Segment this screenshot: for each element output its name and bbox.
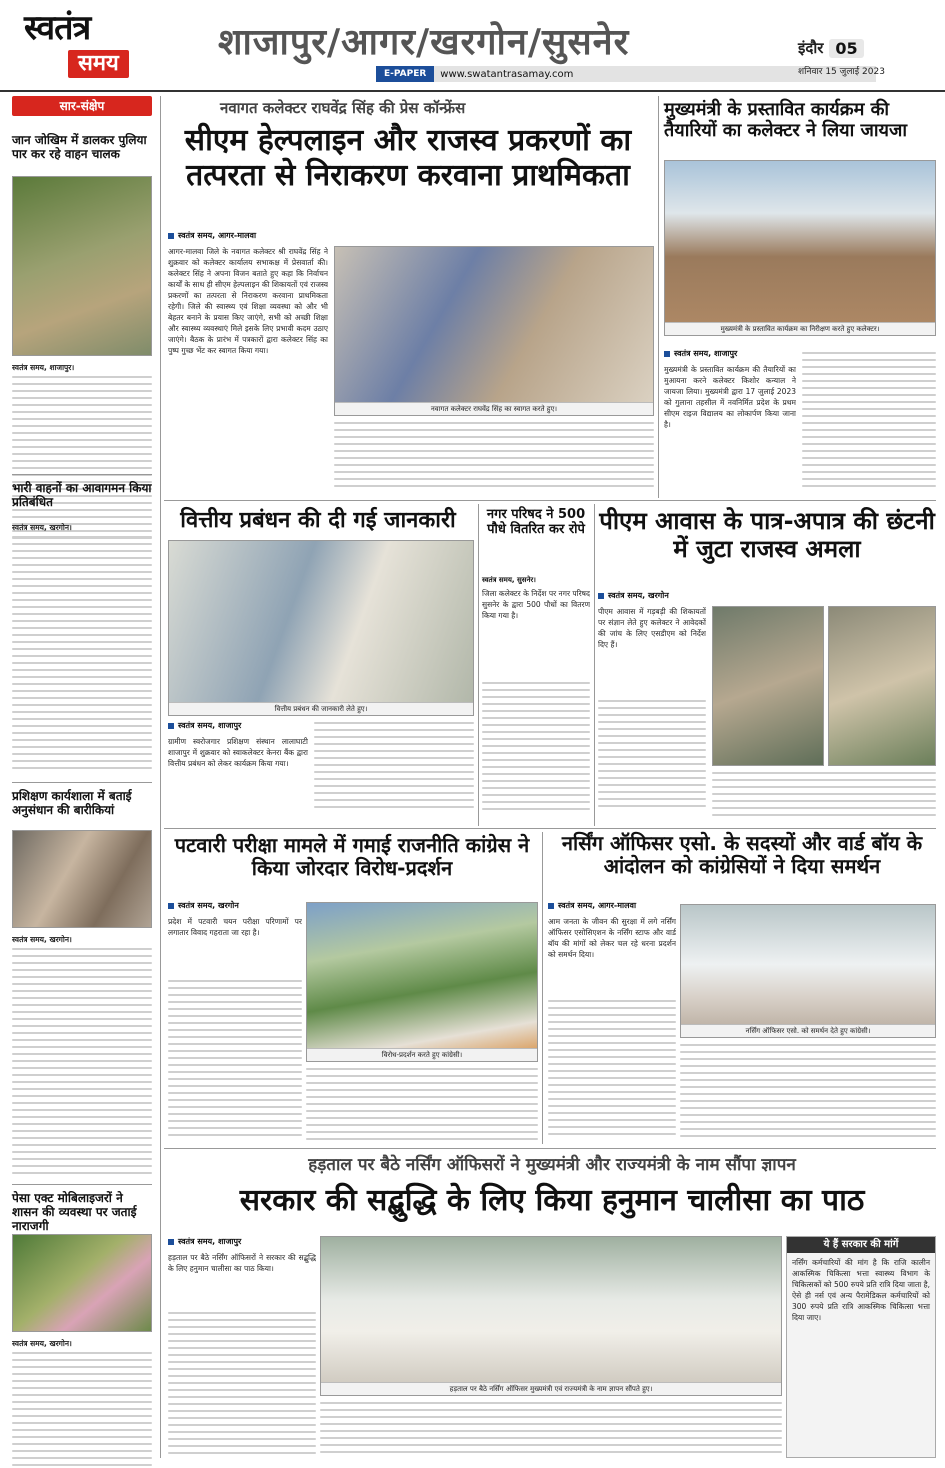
story-body: आगर-मालवा जिले के नवागत कलेक्टर श्री राघवेंद्र सिंह ने शुक्रवार को कलेक्टर कार्यालय सभाकक्ष में प्रेसवार्ता की। कलेक्टर सिंह ने अपना विजन बताते हुए कहा कि निर्वाचन कार्यों के साथ ही सीएम हेल्पलाइन की शिकायतों एवं राजस्व प्रकरणों का तत्परता से निराकरण करवाना प्राथमिकता रहेगी। जिले की स्वास्थ्य एवं शिक्षा व्यवस्था को और भी बेहतर बनाने के प्रयास किए जाएंगे, सभी को अच्छी शिक्षा और स्वास्थ्य व्यवस्थाएं मिले इसके लिए प्रभावी कदम उठाए जाएंगे। बैठक के प्रारंभ में पत्रकारों द्वारा कलेक्टर सिंह का पुष्प गुच्छ भेंट कर स्वागत किया गया। xyxy=(168,247,328,355)
sidebar xyxy=(12,96,152,1458)
column-divider xyxy=(658,96,659,498)
story-text xyxy=(548,1000,676,1144)
column-divider xyxy=(478,504,479,826)
divider xyxy=(12,782,152,783)
masthead xyxy=(0,0,945,92)
byline-text: स्वतंत्र समय, खरगोन xyxy=(608,591,669,600)
byline-text: स्वतंत्र समय, शाजापुर xyxy=(674,349,738,358)
demands-box xyxy=(786,1236,936,1458)
story-headline: नर्सिंग ऑफिसर एसो. के सदस्यों और वार्ड बॉय के आंदोलन को कांग्रेसियों ने दिया समर्थन xyxy=(561,831,923,878)
story-byline xyxy=(664,348,737,359)
story-text xyxy=(482,682,590,822)
story-photo xyxy=(712,606,824,766)
photo-caption: हड़ताल पर बैठे नर्सिंग ऑफिसर मुख्यमंत्री एवं राज्यमंत्री के नाम ज्ञापन सौंपते हुए। xyxy=(321,1382,781,1395)
story-headline: वित्तीय प्रबंधन की दी गई जानकारी xyxy=(180,508,456,533)
story-text xyxy=(306,1068,538,1144)
story-photo xyxy=(320,1236,782,1396)
bullet-icon xyxy=(168,723,174,729)
story-body: आम जनता के जीवन की सुरक्षा में लगे नर्सिंग ऑफिसर एसोसिएशन के नर्सिंग स्टाफ और वार्ड बॉय की मांगों को लेकर चल रहे धरना प्रदर्शन को समर्थन दिया। xyxy=(548,917,676,959)
story-byline xyxy=(548,900,636,911)
story-body: ग्रामीण स्वरोजगार प्रशिक्षण संस्थान लालाघाटी शाजापुर में शुक्रवार को स्वाकलेक्टर केनरा बैंक द्वारा वित्तीय प्रबंधन को लेकर कार्यक्रम किया गया। xyxy=(168,737,308,768)
bullet-icon xyxy=(168,903,174,909)
photo-caption: मुख्यमंत्री के प्रस्तावित कार्यक्रम का निरीक्षण करते हुए कलेक्टर। xyxy=(665,322,935,335)
story-body: पीएम आवास में गड़बड़ी की शिकायतों पर संज्ञान लेते हुए कलेक्टर ने आवेदकों की जांच के लिए एसडीएम को निर्देश दिए हैं। xyxy=(598,607,706,649)
column-divider xyxy=(594,504,595,826)
page-number: 05 xyxy=(829,39,863,58)
bullet-icon xyxy=(168,1239,174,1245)
story-byline xyxy=(168,900,239,911)
story-headline: नगर परिषद ने 500 पौधे वितरित कर रोपे xyxy=(486,507,586,537)
sidebar-photo xyxy=(12,176,152,356)
byline-text: स्वतंत्र समय, शाजापुर xyxy=(178,1237,242,1246)
photo-caption: नवागत कलेक्टर राघवेंद्र सिंह का स्वागत करते हुए। xyxy=(335,402,653,415)
divider xyxy=(164,828,936,829)
story-photo xyxy=(680,904,936,1038)
photo-caption: विरोध-प्रदर्शन करते हुए कांग्रेसी। xyxy=(307,1048,537,1061)
story-byline xyxy=(168,720,241,731)
bullet-icon xyxy=(664,351,670,357)
story-body: मुख्यमंत्री के प्रस्तावित कार्यक्रम की तैयारियों का मुआयना करने कलेक्टर किशोर कन्याल ने जायजा लिया। मुख्यमंत्री द्वारा 17 जुलाई 2023 को गुलाना तहसील में नवनिर्मित प्रदेश के प्रथम सीएम राइज विद्यालय का लोकार्पण किया जाना है। xyxy=(664,365,796,429)
edition-info xyxy=(798,36,933,60)
story-text xyxy=(168,980,302,1144)
sidebar-item-byline: स्वतंत्र समय, खरगोन। xyxy=(12,523,72,532)
sidebar-item-byline: स्वतंत्र समय, खरगोन। xyxy=(12,1339,72,1348)
divider xyxy=(164,500,936,501)
sidebar-header: सार-संक्षेप xyxy=(12,96,152,116)
story-headline: पटवारी परीक्षा मामले में गमाई राजनीति कांग्रेस ने किया जोरदार विरोध-प्रदर्शन xyxy=(174,833,530,880)
sidebar-photo xyxy=(12,1234,152,1332)
story-text xyxy=(598,700,706,822)
byline-text: स्वतंत्र समय, शाजापुर xyxy=(178,721,242,730)
story-body: जिला कलेक्टर के निर्देश पर नगर परिषद सुसनेर के द्वारा 500 पौधों का वितरण किया गया है। xyxy=(482,589,590,620)
story-text xyxy=(802,352,936,492)
byline-text: स्वतंत्र समय, खरगोन xyxy=(178,901,239,910)
story-kicker: नवागत कलेक्टर राघवेंद्र सिंह की प्रेस कॉन्फ्रेंस xyxy=(220,99,466,117)
box-title: ये हैं सरकार की मांगें xyxy=(787,1237,935,1253)
story-body: हड़ताल पर बैठे नर्सिंग ऑफिसरों ने सरकार की सद्बुद्धि के लिए हनुमान चालीसा का पाठ किया। xyxy=(168,1253,316,1273)
divider xyxy=(164,1148,936,1149)
story-body: प्रदेश में पटवारी चयन परीक्षा परिणामों पर लगातार विवाद गहराता जा रहा है। xyxy=(168,917,302,937)
story-text xyxy=(314,722,474,822)
story-headline: मुख्यमंत्री के प्रस्तावित कार्यक्रम की तैयारियों का कलेक्टर ने लिया जायजा xyxy=(664,99,908,141)
story-text xyxy=(680,1044,936,1144)
story-photo xyxy=(334,246,654,416)
bullet-icon xyxy=(548,903,554,909)
edition-city: इंदौर xyxy=(798,39,824,57)
photo-caption: वित्तीय प्रबंधन की जानकारी लेते हुए। xyxy=(169,702,473,715)
story-byline xyxy=(168,230,256,241)
divider xyxy=(12,1184,152,1185)
story-text xyxy=(320,1402,782,1458)
story-photo xyxy=(664,160,936,336)
edition-cities: शाजापुर/आगर/खरगोन/सुसनेर xyxy=(218,22,630,63)
sidebar-item-byline: स्वतंत्र समय, खरगोन। xyxy=(12,935,72,944)
sidebar-item-title: पेसा एक्ट मोबिलाइजरों ने शासन की व्यवस्था पर जताई नाराजगी xyxy=(12,1191,137,1233)
story-photo xyxy=(306,902,538,1062)
website-link[interactable]: www.swatantrasamay.com xyxy=(440,68,574,80)
issue-date: शनिवार 15 जुलाई 2023 xyxy=(798,67,885,77)
story-headline: सीएम हेल्पलाइन और राजस्व प्रकरणों का तत्परता से निराकरण करवाना प्राथमिकता xyxy=(184,123,632,193)
box-text: नर्सिंग कर्मचारियों की मांग है कि राजि कालीन आकस्मिक चिकित्सा भत्ता स्वास्थ्य विभाग के चिकित्सकों को 500 रुपये प्रति रात्रि दिया जाता है, ऐसे ही नर्स एवं अन्य पैरामेडिकल कर्मचारियों को 300 रुपये प्रति रात्रि आकस्मिक चिकित्सा भत्ता दिया जाए। xyxy=(792,1258,930,1322)
story-photo xyxy=(168,540,474,716)
story-text xyxy=(168,1312,316,1458)
story-text xyxy=(712,772,936,822)
sidebar-item-title: प्रशिक्षण कार्यशाला में बताई अनुसंधान की बारीकियां xyxy=(12,789,132,817)
logo-top: स्वतंत्र xyxy=(24,8,91,48)
byline-text: स्वतंत्र समय, सुसनेर। xyxy=(482,576,536,584)
bullet-icon xyxy=(598,593,604,599)
story-text xyxy=(334,422,654,492)
story-byline xyxy=(168,1236,241,1247)
sidebar-photo xyxy=(12,830,152,928)
epaper-label: E-PAPER xyxy=(376,66,434,82)
column-divider xyxy=(542,832,543,1144)
sidebar-text xyxy=(12,1352,152,1468)
sidebar-item-title: जान जोखिम में डालकर पुलिया पार कर रहे वाहन चालक xyxy=(12,133,147,161)
story-byline xyxy=(598,590,669,601)
story-kicker: हड़ताल पर बैठे नर्सिंग ऑफिसरों ने मुख्यमंत्री और राज्यमंत्री के नाम सौंपा ज्ञापन xyxy=(308,1155,796,1175)
sidebar-text xyxy=(12,948,152,1178)
sidebar-text xyxy=(12,536,152,776)
story-photo xyxy=(828,606,936,766)
logo xyxy=(24,8,154,80)
divider xyxy=(12,474,152,475)
column-divider xyxy=(160,96,161,1458)
story-headline: सरकार की सद्बुद्धि के लिए किया हनुमान चालीसा का पाठ xyxy=(239,1183,865,1218)
logo-bottom: समय xyxy=(68,50,129,78)
sidebar-item-title: भारी वाहनों का आवागमन किया प्रतिबंधित xyxy=(12,481,152,509)
photo-caption: नर्सिंग ऑफिसर एसो. को समर्थन देते हुए कांग्रेसी। xyxy=(681,1024,935,1037)
byline-text: स्वतंत्र समय, आगर-मालवा xyxy=(178,231,257,240)
byline-text: स्वतंत्र समय, आगर-मालवा xyxy=(558,901,637,910)
story-headline: पीएम आवास के पात्र-अपात्र की छंटनी में जुटा राजस्व अमला xyxy=(599,507,935,563)
story-byline xyxy=(482,576,536,585)
sidebar-item-byline: स्वतंत्र समय, शाजापुर। xyxy=(12,363,75,372)
bullet-icon xyxy=(168,233,174,239)
